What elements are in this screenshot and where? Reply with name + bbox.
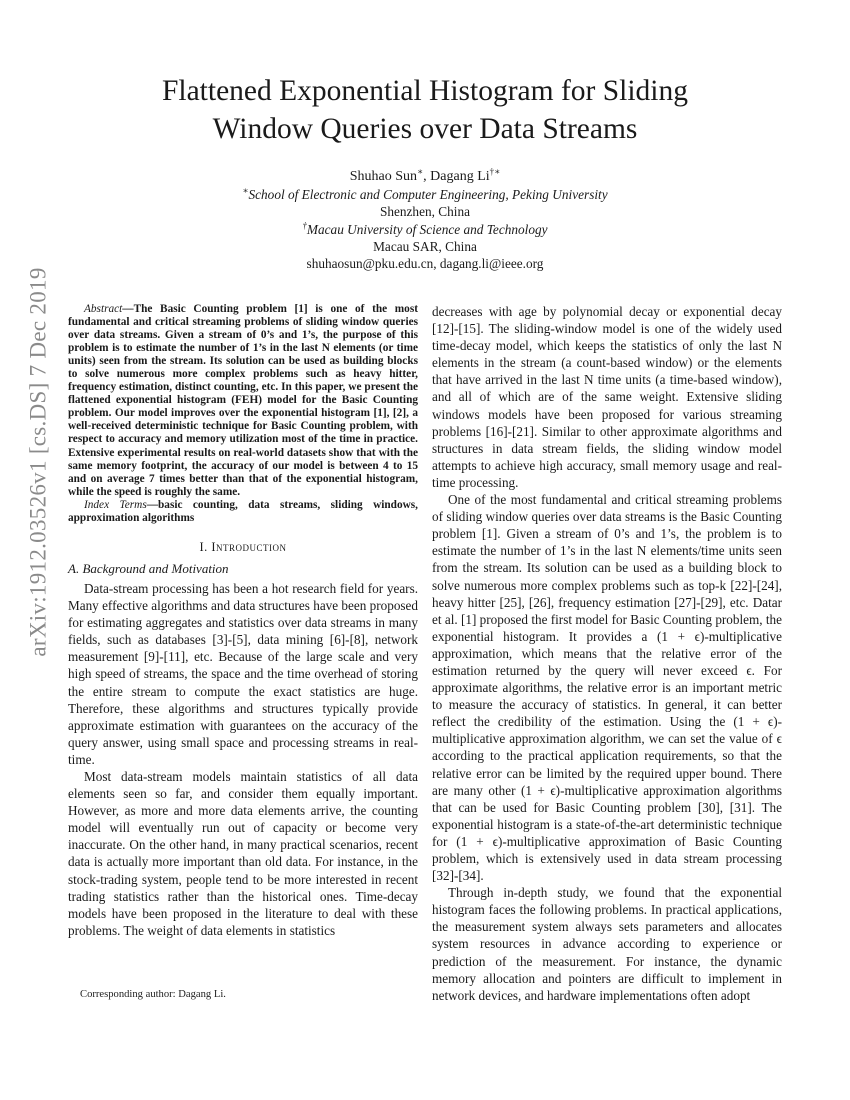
affiliation-1: ∗School of Electronic and Computer Engineering, Peking University bbox=[242, 185, 608, 203]
subsection-heading: A. Background and Motivation bbox=[68, 560, 229, 576]
footnote: Corresponding author: Dagang Li. bbox=[80, 989, 226, 1000]
paragraph: decreases with age by polynomial decay or exponential decay [12]-[15]. The sliding-window model is one of the widely used time-decay model, which keeps the statistics of only the last N elements in the stream (a count-based window) or the elements that have arrived in the last N time units (a time-based window), and all of which are of the same weight. Extensive sliding windows models have been proposed for various streaming problems [16]-[21]. Similar to other approximate algorithms and structures in data stream fields, the sliding window model attempts to achieve high accuracy, small memory usage and real-time processing. bbox=[432, 304, 782, 490]
arxiv-identifier[interactable]: arXiv:1912.03526v1 [cs.DS] 7 Dec 2019 bbox=[26, 267, 52, 657]
author-emails[interactable]: shuhaosun@pku.edu.cn, dagang.li@ieee.org bbox=[306, 256, 544, 272]
paragraph: Through in-depth study, we found that the exponential histogram faces the following problems. In practical applications, the measurement system always sets parameters and allocates system resources in advance according to experience or prediction of the measurement. For instance, the dynamic memory allocation and pointers are difficult to implement in network devices, and hardware implementations often adopt bbox=[432, 885, 782, 1003]
title-line-2: Window Queries over Data Streams bbox=[212, 113, 638, 145]
right-column bbox=[432, 303, 782, 1004]
paper-title bbox=[60, 72, 790, 148]
author-2: Dagang Li bbox=[430, 169, 490, 184]
author-1: Shuhao Sun bbox=[349, 169, 418, 184]
left-column bbox=[68, 303, 418, 939]
section-heading: I. Introduction bbox=[199, 539, 287, 554]
index-terms: Index Terms—basic counting, data streams, sliding windows, approximation algorithms bbox=[68, 498, 418, 524]
author-block bbox=[100, 168, 750, 272]
abstract: Abstract—The Basic Counting problem [1] is one of the most fundamental and critical streaming problems of sliding window queries over data streams. Given a stream of 0’s and 1’s, the purpose of this problem is to estimate the number of 1’s in the last N elements (or time units) seen from the stream. Its solution can be used as building blocks to solve numerous more complex problems such as heavy hitter, frequency estimation, distinct counting, etc. In this paper, we present the flattened exponential histogram (FEH) model for the Basic Counting problem. Our model improves over the exponential histogram [1], [2], a well-received deterministic technique for Basic Counting problem, with respect to accuracy and memory utilization most of the time in practice. Extensive experimental results on real-world datasets show that with the same memory footprint, the accuracy of our model is between 4 to 15 and on average 7 times better than that of the exponential histogram, while the speed is roughly the same. bbox=[68, 303, 418, 498]
author-names: Shuhao Sun∗, Dagang Li†∗ bbox=[349, 166, 501, 184]
paragraph: Most data-stream models maintain statistics of all data elements seen so far, and consider them equally important. However, as more and more data elements arrive, the counting model will eventually run out of capacity or become very inaccurate. On the other hand, in many practical scenarios, recent data is actually more important than old data. For instance, in the stock-trading system, people tend to be more interested in recent trading statistics rather than the historical ones. Time-decay models have been proposed in the literature to deal with these problems. The weight of data elements in statistics bbox=[68, 769, 418, 938]
affiliation-2: †Macau University of Science and Technology bbox=[302, 220, 548, 237]
affiliation-2-city: Macau SAR, China bbox=[373, 238, 477, 254]
paragraph: One of the most fundamental and critical streaming problems of sliding window queries over data streams is the Basic Counting problem [1]. Given a stream of 0’s and 1’s, the problem is to estimate the number of 1’s in the last N elements/time units seen from the stream. Its solution can be used as a building block to solve numerous more complex problems such as top-k [22]-[24], heavy hitter [25], [26], frequency estimation [27]-[29], etc. Datar et al. [1] proposed the first model for Basic Counting problem, the exponential histogram. It provides a (1 + ϵ)-multiplicative approximation, which means that the relative error of the estimation returned by the query will never exceed ϵ. For approximate algorithms, the relative error is an important metric to measure the accuracy of statistics. In general, it can better reflect the credibility of the estimation. Using the (1 + ϵ)-multiplicative approximation algorithm, we can set the value of ϵ according to the practical application requirements, so that the relative error can be limited by the required upper bound. There are many other (1 + ϵ)-multiplicative approximation algorithms that can be used for Basic Counting problem [30], [31]. The exponential histogram is a state-of-the-art deterministic technique for (1 + ϵ)-multiplicative approximation of Basic Counting problem, which is extensively used in data stream processing [32]-[34]. bbox=[432, 492, 782, 884]
paragraph: Data-stream processing has been a hot research field for years. Many effective algorithms and data structures have been proposed for estimating aggregates and statistics over data streams in many fields, such as databases [3]-[5], data mining [6]-[8], network measurement [9]-[11], etc. Because of the large scale and very high speed of streams, the space and the time overhead of storing the entire stream to compute the exact statistics are huge. Therefore, these algorithms and structures typically provide approximate estimation with guarantees on the accuracy of the query answer, using small space and processing streams in real-time. bbox=[68, 580, 418, 767]
affiliation-1-city: Shenzhen, China bbox=[379, 204, 471, 220]
title-line-1: Flattened Exponential Histogram for Sliding bbox=[161, 75, 688, 107]
